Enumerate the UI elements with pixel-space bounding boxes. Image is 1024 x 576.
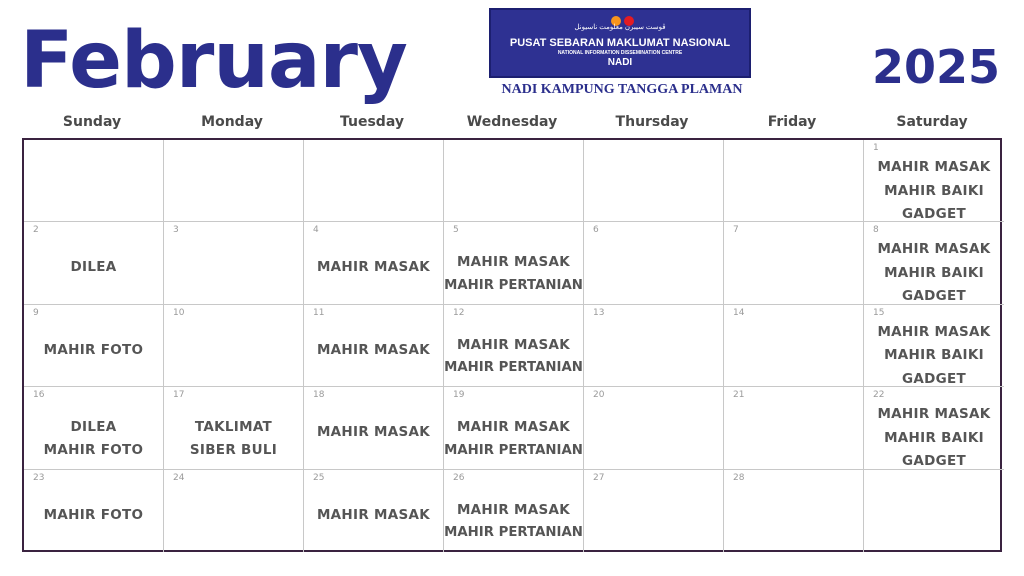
weekday-saturday: Saturday — [896, 114, 968, 130]
weekday-wednesday: Wednesday — [466, 114, 558, 130]
event-label: DILEA — [70, 419, 117, 436]
day-cell[interactable] — [444, 470, 584, 552]
event-label: MAHIR PERTANIAN — [444, 525, 583, 541]
day-number: 10 — [173, 307, 185, 318]
day-number: 2 — [33, 225, 39, 236]
event-label: MAHIR MASAK — [316, 424, 431, 441]
day-cell[interactable] — [584, 470, 724, 552]
day-cell[interactable] — [864, 470, 1004, 552]
day-cell[interactable] — [304, 387, 444, 469]
day-number: 4 — [313, 225, 319, 236]
event-label: MAHIR PERTANIAN — [444, 277, 583, 293]
day-cell[interactable] — [864, 305, 1004, 387]
event-label: SIBER BULI — [189, 441, 278, 458]
event-label: DILEA — [70, 259, 117, 276]
day-cell[interactable] — [164, 470, 304, 552]
day-cell[interactable] — [304, 140, 444, 222]
event-label: MAHIR BAIKI — [884, 347, 984, 364]
banner-jawi-text: ڤوست سيبرن معلومت ناسيونل — [574, 24, 666, 31]
day-number: 9 — [33, 307, 39, 318]
weekday-friday: Friday — [767, 114, 817, 130]
day-cell[interactable] — [164, 222, 304, 304]
weekday-thursday: Thursday — [615, 114, 689, 130]
day-cell[interactable] — [864, 222, 1004, 304]
day-cell[interactable] — [584, 140, 724, 222]
day-cell[interactable] — [864, 140, 1004, 222]
event-label: MAHIR MASAK — [456, 419, 571, 436]
weekday-sunday: Sunday — [62, 114, 122, 130]
event-label: GADGET — [901, 453, 967, 470]
day-number: 3 — [173, 225, 179, 236]
event-label: MAHIR BAIKI — [884, 182, 984, 199]
event-label: MAHIR MASAK — [877, 241, 991, 258]
day-cell[interactable] — [304, 470, 444, 552]
banner-title: PUSAT SEBARAN MAKLUMAT NASIONAL — [509, 37, 731, 49]
event-label: GADGET — [901, 288, 967, 305]
day-cell[interactable] — [724, 305, 864, 387]
weekday-monday: Monday — [201, 114, 263, 130]
month-title: February — [20, 16, 407, 106]
banner-name: NADI — [607, 57, 633, 68]
day-number: 24 — [173, 472, 185, 483]
event-label: MAHIR FOTO — [43, 441, 144, 458]
event-label: MAHIR MASAK — [316, 506, 431, 523]
day-cell[interactable] — [724, 470, 864, 552]
event-label: MAHIR PERTANIAN — [444, 442, 583, 458]
day-cell[interactable] — [24, 387, 164, 469]
location-title: NADI KAMPUNG TANGGA PLAMAN — [501, 82, 743, 97]
day-cell[interactable] — [304, 305, 444, 387]
day-cell[interactable] — [164, 387, 304, 469]
calendar-grid — [22, 138, 1002, 552]
day-number: 15 — [873, 307, 885, 318]
banner-subtitle: NATIONAL INFORMATION DISSEMINATION CENTRE — [557, 50, 683, 56]
day-number: 27 — [593, 472, 605, 483]
event-label: MAHIR FOTO — [43, 341, 144, 358]
day-cell[interactable] — [444, 222, 584, 304]
day-cell[interactable] — [584, 305, 724, 387]
event-label: TAKLIMAT — [194, 419, 273, 436]
event-label: MAHIR FOTO — [43, 506, 144, 523]
day-cell[interactable] — [864, 387, 1004, 469]
day-number: 11 — [313, 307, 325, 318]
event-label: MAHIR MASAK — [456, 336, 571, 353]
event-label: GADGET — [901, 370, 967, 387]
day-cell[interactable] — [584, 387, 724, 469]
day-number: 5 — [453, 225, 459, 236]
event-label: MAHIR BAIKI — [884, 429, 984, 446]
day-number: 28 — [733, 472, 745, 483]
day-number: 16 — [33, 390, 45, 401]
day-cell[interactable] — [24, 140, 164, 222]
day-number: 19 — [453, 390, 465, 401]
day-number: 18 — [313, 390, 325, 401]
day-number: 17 — [173, 390, 185, 401]
day-number: 20 — [593, 390, 605, 401]
day-cell[interactable] — [164, 305, 304, 387]
day-cell[interactable] — [24, 222, 164, 304]
event-label: GADGET — [901, 206, 967, 222]
day-cell[interactable] — [304, 222, 444, 304]
day-number: 1 — [873, 143, 879, 153]
day-cell[interactable] — [724, 222, 864, 304]
day-number: 14 — [733, 307, 745, 318]
day-number: 7 — [733, 225, 739, 236]
day-cell[interactable] — [724, 140, 864, 222]
event-label: MAHIR MASAK — [456, 254, 571, 271]
day-number: 26 — [453, 472, 465, 483]
event-label: MAHIR MASAK — [316, 259, 431, 276]
day-number: 6 — [593, 225, 599, 236]
event-label: MAHIR PERTANIAN — [444, 360, 583, 376]
day-number: 25 — [313, 472, 325, 483]
day-number: 23 — [33, 472, 45, 483]
day-number: 21 — [733, 390, 745, 401]
weekday-tuesday: Tuesday — [340, 114, 404, 130]
day-number: 8 — [873, 225, 879, 236]
day-number: 22 — [873, 390, 885, 401]
event-label: MAHIR MASAK — [877, 406, 991, 423]
event-label: MAHIR MASAK — [877, 159, 991, 175]
event-label: MAHIR MASAK — [456, 501, 571, 518]
day-cell[interactable] — [444, 140, 584, 222]
year-title: 2025 — [871, 40, 1000, 94]
day-cell[interactable] — [724, 387, 864, 469]
event-label: MAHIR MASAK — [877, 323, 991, 340]
day-cell[interactable] — [24, 305, 164, 387]
day-cell[interactable] — [444, 387, 584, 469]
event-label: MAHIR MASAK — [316, 341, 431, 358]
day-cell[interactable] — [444, 305, 584, 387]
nadi-banner — [489, 8, 751, 78]
day-cell[interactable] — [164, 140, 304, 222]
day-number: 13 — [593, 307, 605, 318]
event-label: MAHIR BAIKI — [884, 264, 984, 281]
day-cell[interactable] — [24, 470, 164, 552]
day-cell[interactable] — [584, 222, 724, 304]
day-number: 12 — [453, 307, 465, 318]
